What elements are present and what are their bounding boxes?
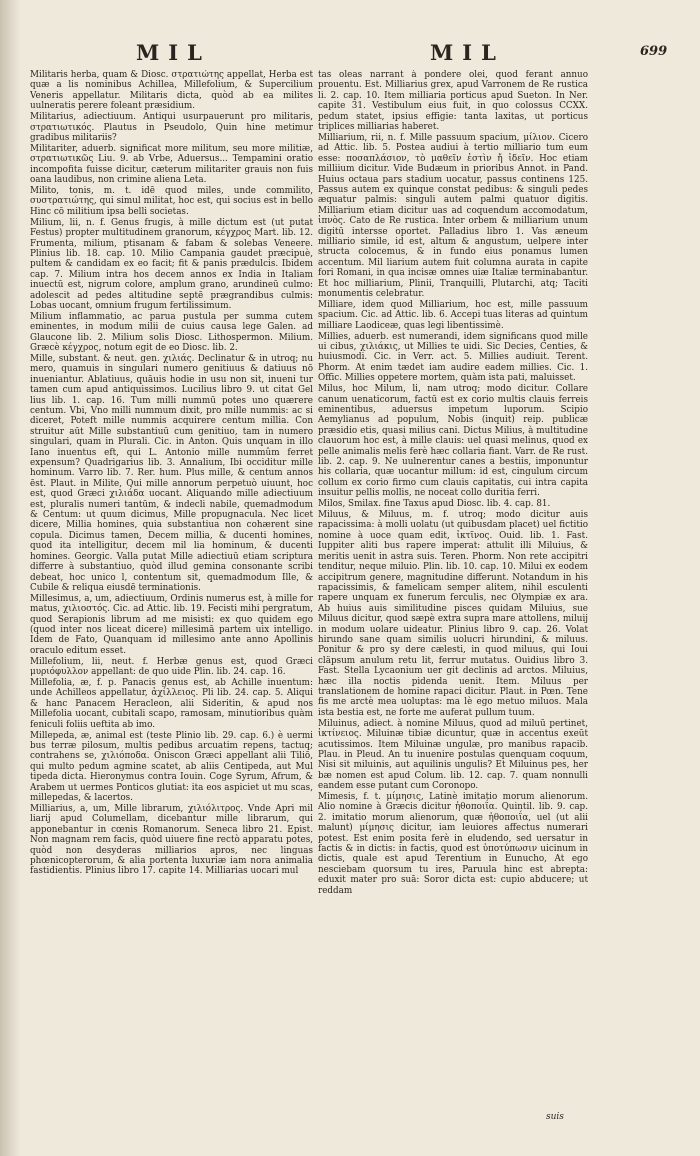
entry-milium-inflammatio: Milium inflammatio, ac parua pustula per summa cutem eminentes, in modum milii de cuius causa lege Galen. ad Glaucone lib. 2. Milium solis Diosc. Lithospermon. Milium. Græcè κέγχρος, notum egit de eo Diosc. lib. 2. xyxy=(30,311,313,354)
entry-millefolia: Millefolia, æ, f. p. Panacis genus est, ab Achille inuentum: unde Achilleos appellatur, ἀχίλλειος. Pli lib. 24. cap. 5. Aliqui & hanc Panacem Heracleon, alii Sideritin, & apud nos Millefolia uocant, cubitali scapo, ramosam, minutioribus quàm feniculi foliis ueftita ab imo. xyxy=(30,678,313,730)
entry-miluinus: Miluinus, adiect. à nomine Miluus, quod ad miluū pertinet, ἰκτίνειος. Miluinæ tibiæ dicuntur, quæ in accentus exeūt acutissimos. Item Miluinæ ungulæ, pro manibus rapacib. Plau. in Pleud. An tu inuenire postulas quenquam coquum, Nisi sit miluinis, aut aquilinis ungulis? Et Miluinus pes, her bæ nomen est apud Colum. lib. 12. cap. 7. quam nonnulli eandem esse putant cum Coronopo. xyxy=(318,718,588,792)
page-number: 699 xyxy=(640,44,668,59)
running-head-left: MIL xyxy=(136,40,211,65)
catchword: suis xyxy=(546,1112,564,1122)
entry-milito: Milito, tonis, m. t. idē quod miles, unde commilito, συστρατιώτης, qui simul militat, hoc est, qui socius est in bello Hinc cō militium ipsa belli societas. xyxy=(30,185,313,217)
entry-milos: Milos, Smilax. fine Taxus apud Diosc. lib. 4. cap. 81. xyxy=(318,499,551,510)
entry-mimesis: Mimesis, f. t. μίμησις, Latinè imitatio morum alienorum. Alio nomine à Græcis dicitur ἠθοποιΐα. Quintil. lib. 9. cap. 2. imitatio morum alienorum, quæ ἠθοποιΐα, uel (ut alii malunt) μίμησις dicitur, iam leuiores affectus numerari potest. Est enim posita ferè in eludendo, sed uersatur in factis & in dictis: in factis, quod est ὑποτύπωσιν uicinum in dictis, quale est apud Terentium in Eunucho, At ego nesciebam quorsum tu ires, Paruula hinc est abrepta: eduxit mater pro suā: Soror dicta est: cupio abducere; ut reddam xyxy=(318,792,588,896)
running-head xyxy=(0,40,700,70)
entry-millies: Millies, aduerb. est numerandi, idem significans quod mille ui cibus, χιλιάκις, ut Millies te uidi. Sic Decies, Centies, & huiusmodi. Cic. in Verr. act. 5. Millies audiuit. Terent. Phorm. At enim tædet iam audire eadem millies. Cic. 1. Offic. Millies oppetere mortem, quàm ista pati, maluisset. xyxy=(318,331,588,384)
page-gutter-shadow xyxy=(0,0,20,1156)
entry-milliarium: Milliarium, rii, n. f. Mille passuum spacium, μίλιον. Cicero ad Attic. lib. 5. Postea audiui à tertio milliario tum eum esse: ποσαπλάσιον, τὸ μαθεῖν ἐστὶν ἤ ἰδεῖν. Hoc etiam milliium dicitur. Vide Budæum in prioribus Annot. in Pand. Huius octaua pars stadium uocatur, passus continens 125. Passus autem ex quinque constat pedibus: & singuli pedes æquatur palmis: singuli autem palmi quatuor digitis. Milliarium etiam dicitur uas ad coquendum accomodatum, ἰπνὸς. Cato de Re rustica. Inter orbem & milliarium unum digitū intersse oportet. Palladius libro 1. Vas æneum milliario simile, id est, altum & angustum, uelpere inter structa colocemus, & in fundo eius ponamus lumen accentum. Mil liarium autem fuit columna aurata in capite fori Romani, in qua incisæ omnes uiæ Italiæ terminabantur. Et hoc milliarium, Plinii, Tranquilli, Plutarchi, atq; Taciti monumentis celebratur. xyxy=(318,132,588,300)
entry-militariter: Militariter, aduerb. significat more militum, seu more militiæ, στρατιωτικῶς Liu. 9. ab Vrbe, Aduersus... Tempamini oratio incompofita fuisse dicitur, cæterum militariter grauis non fuis oana laudibus, non crimine aliena Leta. xyxy=(30,143,313,186)
entry-militaris: Militaris herba, quam & Diosc. στρατιώτης appellat, Herba est quæ a lis nominibus Achillea, Millefolium, & Supercilium Veneris appellatur. Militaris dicta, quòd ab ea milites uulneratis perere foleant præsidium. xyxy=(30,70,313,112)
entry-mille: Mille, substant. & neut. gen. χιλιάς. Declinatur & in utroq; nu mero, quamuis in singulari numero genitiuus & datiuus nō inueniantur. Ablatiuus, quāuis hodie in usu non sit, inueni tur tamen cum apud antiquissimos. Lucilius libro 9. ut citat Gel lius lib. 1. cap. 16. Tum milli nummū potes uno quærere centum. Vbi, Vno milli nummum dixit, pro mille nummis: ac si diceret, Poteft mille nummis acquirere centum millia. Con struitur aūt Mille substantiuū cum genitiuo, tam in numero singulari, quam in Plurali. Cic. in Anton. Quis unquam in illo Iano inuentus eft, qui L. Antonio mille nummûm ferret expensum? Quadrigarius lib. 3. Annalium, Ibi occiditur mille hominum. Varro lib. 7. Rer. hum. Plus mille, & centum annos ēst. Plaut. in Milite, Qui mille annorum perpetuò uiuunt, hoc est, quod Græci χιλιάδα uocant. Aliquando mille adiectiuum est, pluralis numeri tantūm, & indecli nabile, quemadmodum & Centum: ut quum dicimus, Mille propugnacula. Nec licet dicere, Millia homines, quia substantiua non cohærent sine copula. Dicimus tamen, Decem millia, & ducenti homines, quod ita intelligitur, decem mil lia hominum, & ducenti homines. Georgic. Valla putat Mille adiectiuū etiam scriptura differre à substantiuo, quòd illud gemina consonante scribi debeat, hoc unico l, contentum sit, quemadmodum Ille, & Cubile & reliqua eiusdē terminationis. xyxy=(30,353,313,593)
entry-milliare: Milliare, idem quod Milliarium, hoc est, mille passuum spacium. Cic. ad Attic. lib. 6. Accepi tuas literas ad quintum milliare Laodiceæ, quas legi libentissimè. xyxy=(318,299,588,331)
entry-miluus: Miluus, & Miluus, m. f. utroq; modo dicitur auis rapacissima: à molli uolatu (ut quibusdam placet) uel fictitio nomine à uoce quam edit, ἰκτῖνος. Ouid. lib. 1. Fast. Iuppiter aliti bus rapere imperat: attulit illi Miluius, & meritis uenit in astra suis. Teren. Phorm. Non rete accipitri tenditur, neque miluio. Plin. lib. 10. cap. 10. Milui ex eodem accipitrum genere, magnitudine differunt. Notandum in his rapacissimis, & famelicam semper alitem, nihil esculenti rapere unquam ex funerum ferculis, nec Olympiæ ex ara. Ab huius auis similitudine pisces quidam Miluius, sue Miluus dicitur, quod sæpè extra supra mare attollens, miluij in modum uolare uideatur. Plinius libro 9. cap. 26. Volat hirundo sane quam similis uolucri hirundini, & miluus. Ponitur & pro sy dere cælesti, in quod miluus, qui Ioui cläpsum anulum retu lit, ferrur mutatus. Ouidius libro 3. Fast. Stella Lycaonium uer git declinis ad arctos. Miluius, hæc illa noctis pidenda uenit. Item. Miluus per translationem de homine rapaci dicitur. Plaut. in Pœn. Tene fis me arctè mea uoluptas: ma lè ego metuo miluos. Mala ista bestia est, ne forte me auferat pullum tuum. xyxy=(318,510,588,718)
entry-milium: Milium, lii, n. f. Genus frugis, à mille dictum est (ut putat Festus) propter multitudinem granorum, κέγχρος Mart. lib. 12. Frumenta, milium, ptisanam & fabam & solebas Veneere. Plinius lib. 18. cap. 10. Milio Campania gaudet præcipuè, pultem & candidam ex eo facit; fit & panis prædulcis. Ibidem cap. 7. Milium intra hos decem annos ex India in Italiam inuectū est, nigrum colore, amplum grano, arundineū culmo: adolescit ad pedes altitudine septē prægrandibus culmis: Lobas uocant, omnium frugum fertilissimum. xyxy=(30,217,313,311)
left-column xyxy=(30,70,313,1110)
entry-millefolium: Millefolium, lii, neut. f. Herbæ genus est, quod Græci μυριόφυλλον appellant: de quo uide Plin. lib. 24. cap. 16. xyxy=(30,656,313,678)
entry-milliarius: Milliarius, a, um, Mille librarum, χιλιόλιτρος. Vnde Apri mil liarij apud Columellam, dicebantur mille librarum, qui apponebantur in cœnis Romanorum. Seneca libro 21. Epist. Non magnam rem facis, quòd uiuere fine rectò apparatu potes, quòd non desyderas milliarios apros, nec linguas phœnicopterorum, & alia portenta luxuriæ iam nora animalia fastidientis. Plinius libro 17. capite 14. Milliarias uocari mul xyxy=(30,803,313,877)
entry-milus: Milus, hoc Milum, li, nam utroq; modo dicitur. Collare canum uenaticorum, factū est ex corio multis clauis ferreis eminentibus, aduersus impetum luporum. Scipio Aemylianus ad populum, Nobis (inquit) reip. publicæ præsidio etis, quasi milius cani. Dictus Milius, à multitudine clauorum hoc est, à mille clauis: uel quasi melinus, quod ex pelle animalis melis ferè hæc collaria fiant. Varr. de Re rust. lib. 2. cap. 9. Ne uulnerentur canes a bestiis, imponuntur his collaria, quæ uocantur millum: id est, cingulum circum collum ex corio firmo cum clauis capitatis, cui intra capita insuitur pellis mollis, ne noceat collo duritia ferri. xyxy=(318,384,588,499)
right-column xyxy=(318,70,588,1110)
entry-millesimus: Millesimus, a, um, adiectiuum, Ordinis numerus est, à mille for matus, χιλιοστός. Cic. ad Attic. lib. 19. Fecisti mihi pergratum, quod Serapionis librum ad me misisti: ex quo quidem ego (quod inter nos liceat dicere) millesimā partem uix intelligo. Idem de Fato, Quanquam id millesimo ante anno Apollinis oraculo editum esset. xyxy=(30,593,313,656)
entry-militarius: Militarius, adiectiuum. Antiqui usurpauerunt pro militaris, στρατιωτικός. Plautus in Pseudolo, Quin hine metimur gradibus militariis? xyxy=(30,112,313,143)
entry-milliarius-cont: tas oleas narrant à pondere olei, quod ferant annuo prouentu. Est. Milliarius grex, apud Varronem de Re rustica li. 2. cap. 10. Item milliaria porticus apud Sueton. In Ner. capite 31. Vestibulum eius fuit, in quo colossus CCXX. pedum statet, ipsius effigie: tanta laxitas, ut porticus triplices milliarias haberet. xyxy=(318,70,588,133)
entry-millepeda: Millepeda, æ, animal est (teste Plinio lib. 29. cap. 6.) è uermi bus terræ pilosum, multis pedibus arcuatim repens, tactuq; contrahens se, χιλιόποδα. Oniscon Græci appellant alii Tiliō, qui multo pedum agmine scatet, ab aliis Centipeda, aut Mul tipeda dicta. Hieronymus contra Iouin. Coge Syrum, Afrum, & Arabem ut uermes Ponticos glutiat: ita eos aspiciet ut mu scas, millepedas, & lacertos. xyxy=(30,730,313,804)
running-head-right: MIL xyxy=(430,40,505,65)
